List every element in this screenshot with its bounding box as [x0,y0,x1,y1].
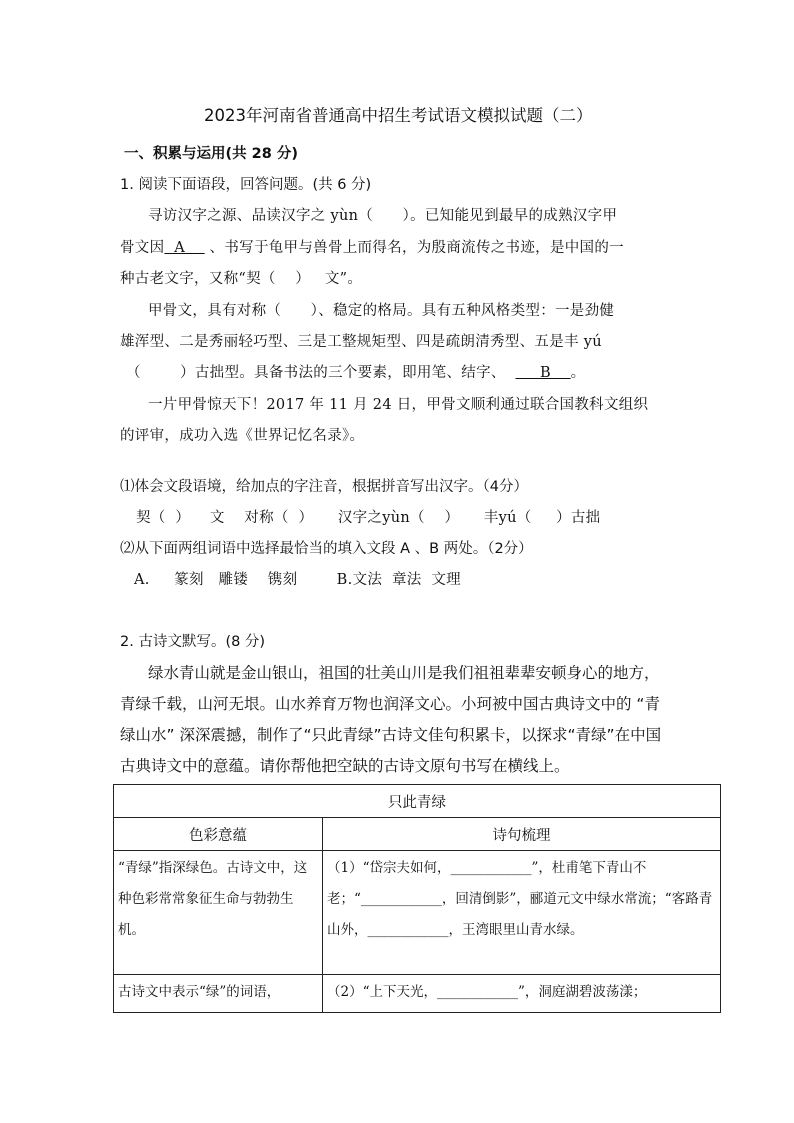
table-title: 只此青绿 [114,785,721,818]
column-header-verses: 诗句梳理 [323,818,721,851]
passage-line: 雄浑型、二是秀丽轻巧型、三是工整规矩型、四是疏朗清秀型、五是丰 yú [120,334,602,350]
passage-line: 的评审，成功入选《世界记忆名录》。 [120,428,365,444]
poem-card-table [113,784,721,1013]
sub-question-1-items: 契（ ） 文 对称（ ） 汉字之yùn（ ） 丰yú（ ）古拙 [136,510,601,526]
passage-text: 。 [570,365,586,381]
blank-b: B [515,365,571,381]
passage-text: （ ）古拙型。具备书法的三个要素，即用笔、结字、 [126,365,516,381]
sub-question-2-options: A. 篆刻 雕镂 镌刻 B.文法 章法 文理 [134,572,461,588]
question-1-stem: 1. 阅读下面语段，回答问题。(共 6 分) [120,177,372,193]
table-cell: （2）“上下天光，____________”，洞庭湖碧波荡漾； [323,975,721,1013]
passage-text: 、书写于龟甲与兽骨上而得名，为殷商流传之书迹，是中国的一 [204,240,624,256]
passage-line: 寻访汉字之源、品读汉字之 yùn（ ）。已知能见到最早的成熟汉字甲 [148,208,618,224]
passage-line [120,241,624,256]
passage-line [126,366,585,381]
q2-passage-line: 古典诗文中的意蕴。请你帮他把空缺的古诗文原句书写在横线上。 [120,757,570,775]
passage-line: 一片甲骨惊天下！2017 年 11 月 24 日，甲骨文顺利通过联合国教科文组织 [148,397,649,413]
passage-line: 甲骨文，具有对称（ ）、稳定的格局。具有五种风格类型：一是劲健 [148,303,615,319]
passage-line: 种古老文字，又称“契（ ） 文”。 [120,271,363,287]
page-title: 2023年河南省普通高中招生考试语文模拟试题（二） [204,106,593,125]
question-2-stem: 2. 古诗文默写。(8 分) [120,634,266,650]
passage-text: 骨文因 [120,240,165,256]
blank-a: A [164,240,205,256]
table-cell: 古诗文中表示“绿”的词语， [114,975,323,1013]
sub-question-1: ⑴体会文段语境，给加点的字注音，根据拼音写出汉字。（4分） [120,479,528,495]
table-cell: （1）“岱宗夫如何，____________”，杜甫笔下青山不老；“____________，回清倒影”，郦道元文中绿水常流；“客路青山外，____________，王湾眼里山青水绿。 [323,851,721,975]
q2-passage-line: 绿水青山就是金山银山，祖国的壮美山川是我们祖祖辈辈安顿身心的地方， [148,664,660,682]
q2-passage-line: 绿山水” 深深震撼，制作了“只此青绿”古诗文佳句积累卡，以探求“青绿”在中国 [120,726,662,744]
column-header-meaning: 色彩意蕴 [114,818,323,851]
section-heading: 一、积累与运用(共 28 分) [124,146,299,162]
table-cell: “青绿”指深绿色。古诗文中，这种色彩常常象征生命与勃勃生机。 [114,851,323,975]
q2-passage-line: 青绿千载，山河无垠。山水养育万物也润泽文心。小珂被中国古典诗文中的 “青 [120,695,660,713]
sub-question-2: ⑵从下面两组词语中选择最恰当的填入文段 A 、B 两处。（2分） [120,541,533,557]
